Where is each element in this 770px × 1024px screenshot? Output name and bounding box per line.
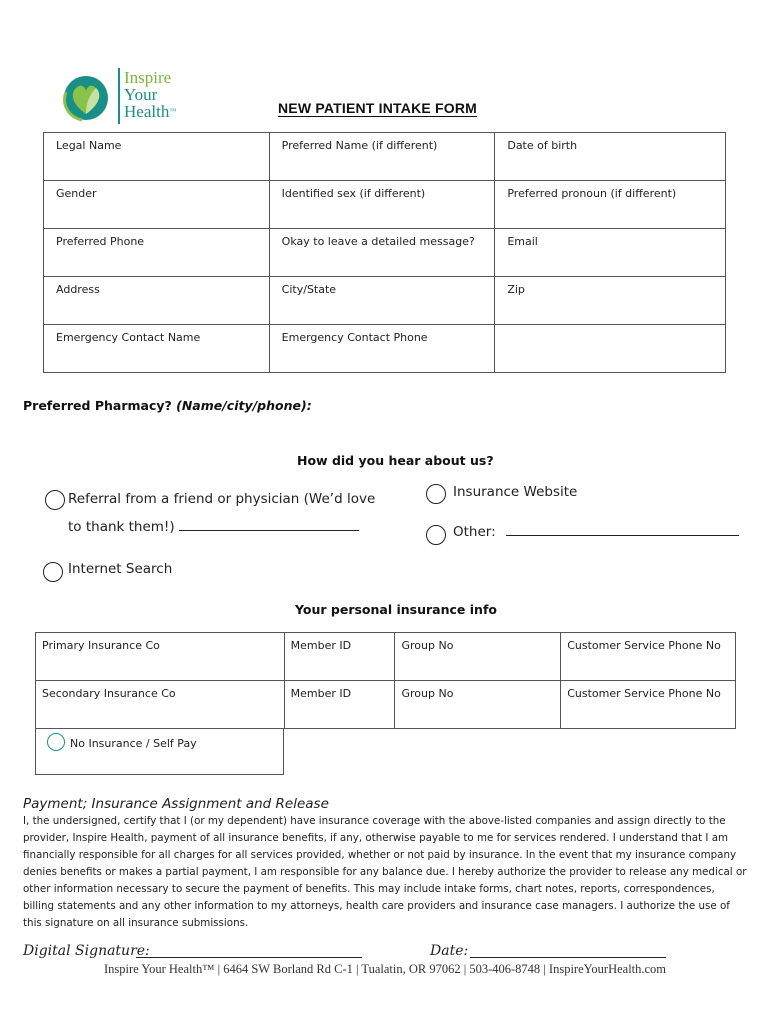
patient-cell[interactable] xyxy=(269,277,495,325)
patient-cell[interactable] xyxy=(44,133,270,181)
patient-cell[interactable] xyxy=(495,229,726,277)
preferred-pharmacy-label xyxy=(23,398,312,413)
insurance-cell[interactable] xyxy=(36,633,285,681)
no-insurance-radio[interactable] xyxy=(47,733,65,751)
patient-cell[interactable] xyxy=(269,181,495,229)
payment-release-text: I, the undersigned, certify that I (or my dependent) have insurance coverage with the above-listed companies and assign directly to the provider, Inspire Health, payment of all insurance benefits, if any, otherwise payable to me for services rendered. I understand that I am financially responsible for all charges for all services provided, whether or not paid by insurance. In the event that my insurance company denies benefits or makes a partial payment, I am responsible for any balance due. I hereby authorize the provider to release any medical or other information necessary to secure the payment of benefits. This may include intake forms, chart notes, reports, correspondences, billing statements and any other information to my attorneys, health care providers and insurance case managers. I authorize the use of this signature on all insurance submissions. xyxy=(23,815,747,929)
patient-field-label: Preferred pronoun (if different) xyxy=(507,187,677,200)
insurance-field-label: Secondary Insurance Co xyxy=(42,687,176,700)
patient-field-label: Zip xyxy=(507,283,525,296)
page-title: NEW PATIENT INTAKE FORM xyxy=(278,100,478,116)
logo-line-inspire: Inspire xyxy=(124,68,172,87)
referral-name-line[interactable] xyxy=(179,519,359,531)
insurance-cell[interactable] xyxy=(395,633,561,681)
no-insurance-label: No Insurance / Self Pay xyxy=(70,737,197,750)
patient-cell[interactable] xyxy=(44,325,270,373)
patient-row xyxy=(44,277,726,325)
insurance-field-label: Member ID xyxy=(290,687,352,700)
payment-section-title: Payment; Insurance Assignment and Release xyxy=(23,796,329,812)
logo-trademark: ™ xyxy=(169,107,177,115)
company-logo xyxy=(62,66,192,130)
patient-cell[interactable] xyxy=(495,277,726,325)
other-radio[interactable] xyxy=(426,525,446,545)
patient-cell[interactable] xyxy=(44,229,270,277)
patient-field-label: Okay to leave a detailed message? xyxy=(281,235,475,248)
hear-about-us-title: How did you hear about us? xyxy=(297,453,494,468)
referral-label: Referral from a friend or physician (We’d love xyxy=(68,491,376,507)
insurance-cell[interactable] xyxy=(395,681,561,729)
pharmacy-label: Preferred Pharmacy? xyxy=(23,398,177,413)
patient-cell[interactable] xyxy=(495,181,726,229)
patient-cell[interactable] xyxy=(495,325,726,373)
digital-signature-label: Digital Signature: xyxy=(23,943,150,959)
date-label: Date: xyxy=(430,943,469,959)
insurance-website-radio[interactable] xyxy=(426,484,446,504)
insurance-field-label: Primary Insurance Co xyxy=(42,639,160,652)
patient-info-table xyxy=(43,132,726,373)
referral-radio[interactable] xyxy=(45,490,65,510)
logo-line-health: Health xyxy=(124,102,170,121)
signature-line[interactable] xyxy=(136,957,362,958)
insurance-row xyxy=(36,681,736,729)
patient-field-label: Emergency Contact Name xyxy=(56,331,201,344)
patient-row xyxy=(44,181,726,229)
insurance-info-table xyxy=(35,632,736,729)
patient-field-label: Address xyxy=(56,283,100,296)
heart-leaf-icon xyxy=(62,72,114,124)
patient-cell[interactable] xyxy=(44,181,270,229)
insurance-row xyxy=(36,633,736,681)
referral-label-cont: to thank them!) xyxy=(68,519,175,535)
other-text-line[interactable] xyxy=(506,524,739,536)
patient-cell[interactable] xyxy=(44,277,270,325)
patient-field-label: Identified sex (if different) xyxy=(281,187,426,200)
other-label-line xyxy=(453,524,739,540)
internet-search-radio[interactable] xyxy=(43,562,63,582)
patient-field-label: Preferred Phone xyxy=(56,235,145,248)
insurance-field-label: Group No xyxy=(401,639,454,652)
insurance-cell[interactable] xyxy=(561,681,736,729)
pharmacy-hint: (Name/city/phone): xyxy=(176,398,312,413)
patient-field-label: Legal Name xyxy=(56,139,122,152)
insurance-field-label: Customer Service Phone No xyxy=(567,639,721,652)
patient-row xyxy=(44,325,726,373)
patient-field-label: Email xyxy=(507,235,538,248)
referral-label-line2 xyxy=(68,519,359,535)
patient-row xyxy=(44,133,726,181)
patient-field-label: Gender xyxy=(56,187,97,200)
insurance-cell[interactable] xyxy=(561,633,736,681)
patient-row xyxy=(44,229,726,277)
date-line[interactable] xyxy=(470,957,666,958)
insurance-info-title: Your personal insurance info xyxy=(295,602,497,617)
patient-field-label: City/State xyxy=(281,283,337,296)
patient-field-label: Date of birth xyxy=(507,139,578,152)
insurance-field-label: Customer Service Phone No xyxy=(567,687,721,700)
no-insurance-box xyxy=(35,728,284,775)
insurance-cell[interactable] xyxy=(36,681,285,729)
insurance-field-label: Member ID xyxy=(290,639,352,652)
patient-cell[interactable] xyxy=(269,133,495,181)
footer-address: Inspire Your Health™ | 6464 SW Borland Rd C-1 | Tualatin, OR 97062 | 503-406-8748 | InspireYourHealth.com xyxy=(103,962,667,976)
insurance-website-label: Insurance Website xyxy=(453,484,578,500)
patient-field-label: Preferred Name (if different) xyxy=(281,139,438,152)
logo-line-your: Your xyxy=(124,85,158,104)
other-label: Other: xyxy=(453,524,496,540)
internet-search-label: Internet Search xyxy=(68,561,173,577)
insurance-field-label: Group No xyxy=(401,687,454,700)
patient-cell[interactable] xyxy=(269,325,495,373)
patient-cell[interactable] xyxy=(269,229,495,277)
patient-field-label: Emergency Contact Phone xyxy=(281,331,428,344)
insurance-cell[interactable] xyxy=(284,633,395,681)
insurance-cell[interactable] xyxy=(284,681,395,729)
patient-cell[interactable] xyxy=(495,133,726,181)
